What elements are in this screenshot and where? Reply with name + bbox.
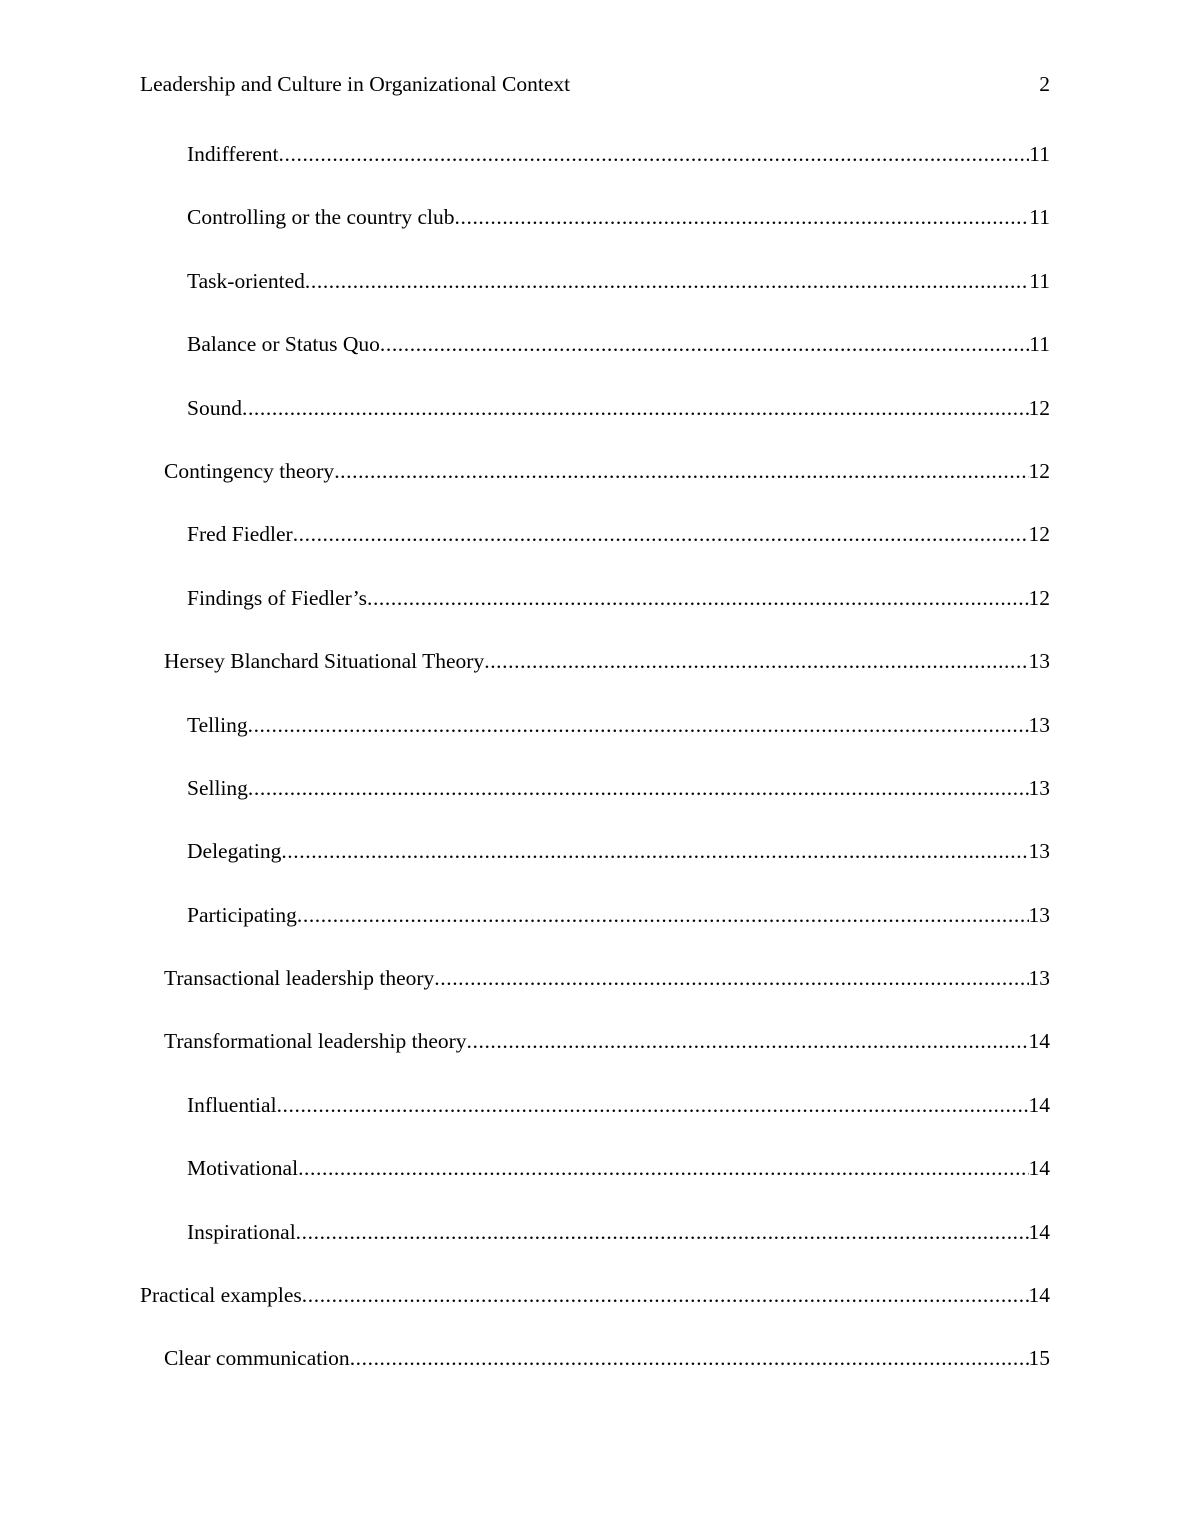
- dot-leader: [248, 711, 1029, 739]
- toc-entry-text: Findings of Fiedler’s: [187, 585, 367, 610]
- toc-entry-page: 12: [1028, 395, 1050, 420]
- dot-leader: [242, 394, 1029, 422]
- page-header: [140, 70, 1050, 98]
- toc-entry-text: Inspirational: [187, 1219, 296, 1244]
- toc-entry-page: 14: [1028, 1092, 1050, 1117]
- toc-entry-text: Balance or Status Quo: [187, 332, 380, 357]
- toc-entry[interactable]: [140, 1091, 1050, 1154]
- toc-entry-page: 14: [1028, 1283, 1050, 1308]
- toc-entry[interactable]: [140, 647, 1050, 710]
- toc-entry-text: Motivational: [187, 1156, 299, 1181]
- toc-entry-text: Delegating: [187, 839, 282, 864]
- running-head: Leadership and Culture in Organizational Context: [140, 72, 571, 96]
- dot-leader: [296, 1218, 1029, 1246]
- toc-entry-text: Task-oriented: [187, 268, 305, 293]
- dot-leader: [367, 584, 1029, 612]
- dot-leader: [297, 901, 1029, 929]
- toc-entry-page: 12: [1028, 458, 1050, 483]
- toc-entry-page: 11: [1029, 332, 1050, 357]
- toc-entry[interactable]: [140, 584, 1050, 647]
- dot-leader: [302, 1281, 1029, 1309]
- dot-leader: [334, 457, 1028, 485]
- toc-entry[interactable]: [140, 774, 1050, 837]
- toc-entry-page: 13: [1028, 649, 1050, 674]
- toc-entry[interactable]: [140, 1154, 1050, 1217]
- toc-entry-text: Indifferent: [187, 142, 279, 166]
- dot-leader: [293, 520, 1029, 548]
- toc-entry[interactable]: [140, 1281, 1050, 1344]
- toc-entry-text: Participating: [187, 902, 297, 927]
- dot-leader: [455, 203, 1030, 231]
- toc-entry-page: 13: [1028, 775, 1050, 800]
- toc-entry[interactable]: [140, 901, 1050, 964]
- toc-entry-page: 11: [1029, 268, 1050, 293]
- dot-leader: [298, 1154, 1028, 1182]
- dot-leader: [467, 1027, 1029, 1055]
- toc-entry-page: 15: [1028, 1346, 1050, 1371]
- toc-entry[interactable]: [140, 267, 1050, 330]
- toc-entry[interactable]: [140, 1218, 1050, 1281]
- toc-entry-page: 12: [1028, 522, 1050, 547]
- toc-entry-text: Practical examples: [140, 1283, 302, 1308]
- toc-entry-page: 13: [1028, 839, 1050, 864]
- toc-entry[interactable]: [140, 203, 1050, 266]
- toc-entry-text: Clear communication: [164, 1346, 350, 1371]
- toc-entry[interactable]: [140, 1344, 1050, 1407]
- toc-entry-text: Controlling or the country club: [187, 205, 455, 230]
- dot-leader: [279, 140, 1030, 168]
- toc-entry[interactable]: [140, 330, 1050, 393]
- toc-entry[interactable]: [140, 837, 1050, 900]
- dot-leader: [277, 1091, 1029, 1119]
- toc-entry-page: 11: [1029, 205, 1050, 230]
- toc-entry-page: 11: [1029, 142, 1050, 166]
- toc-entry-page: 13: [1028, 966, 1050, 991]
- toc-entry[interactable]: [140, 964, 1050, 1027]
- toc-entry-text: Transactional leadership theory: [164, 966, 435, 991]
- dot-leader: [434, 964, 1028, 992]
- toc-entry-page: 13: [1028, 902, 1050, 927]
- dot-leader: [305, 267, 1029, 295]
- toc-entry-text: Transformational leadership theory: [164, 1029, 467, 1054]
- dot-leader: [380, 330, 1029, 358]
- toc-entry[interactable]: [140, 140, 1050, 203]
- toc-entry-text: Telling: [187, 712, 248, 737]
- toc-entry-text: Selling: [187, 775, 248, 800]
- toc-entry-page: 14: [1028, 1219, 1050, 1244]
- toc-entry[interactable]: [140, 520, 1050, 583]
- toc-entry-text: Influential: [187, 1092, 277, 1117]
- toc-entry-text: Fred Fiedler: [187, 522, 293, 547]
- toc-entry[interactable]: [140, 394, 1050, 457]
- dot-leader: [281, 837, 1028, 865]
- toc-entry-text: Sound: [187, 395, 242, 420]
- toc-entry[interactable]: [140, 457, 1050, 520]
- toc-entry-text: Hersey Blanchard Situational Theory: [164, 649, 485, 674]
- toc-entry[interactable]: [140, 711, 1050, 774]
- dot-leader: [248, 774, 1029, 802]
- toc-entry-text: Contingency theory: [164, 458, 335, 483]
- dot-leader: [484, 647, 1028, 675]
- toc-entry[interactable]: [140, 1027, 1050, 1090]
- page-number: 2: [1039, 72, 1050, 96]
- table-of-contents: [140, 140, 1050, 1408]
- dot-leader: [350, 1344, 1029, 1372]
- toc-entry-page: 12: [1028, 585, 1050, 610]
- toc-entry-page: 14: [1028, 1029, 1050, 1054]
- toc-entry-page: 13: [1028, 712, 1050, 737]
- toc-entry-page: 14: [1028, 1156, 1050, 1181]
